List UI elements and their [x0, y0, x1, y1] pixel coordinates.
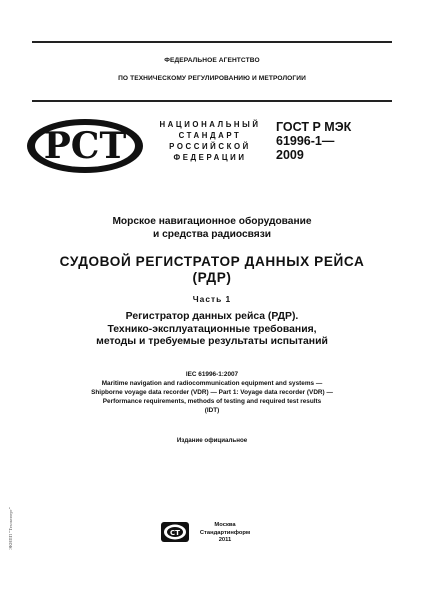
edition-note: Издание официальное — [176, 437, 248, 444]
svg-text:РСТ: РСТ — [43, 125, 127, 167]
publisher-year: 2011 — [218, 537, 232, 543]
standard-line-2: СТАНДАРТ — [178, 131, 242, 140]
standard-line-4: ФЕДЕРАЦИИ — [173, 153, 247, 162]
publisher-city: Москва — [214, 522, 236, 528]
iec-line-3: Performance requirements, methods of testing and required test results — [102, 398, 322, 405]
margin-watermark: ЭКНПП "Техэксперт" — [8, 507, 13, 550]
iec-code: IEC 61996-1:2007 — [185, 371, 239, 378]
general-title — [0, 215, 424, 241]
agency-name: ФЕДЕРАЛЬНОЕ АГЕНТСТВО — [164, 57, 260, 64]
publisher-info — [196, 522, 254, 545]
general-title-line-1: Морское навигационное оборудование — [112, 216, 312, 227]
divider-rule — [32, 100, 392, 102]
subtitle-line-2: Технико-эксплуатационные требования, — [107, 323, 317, 335]
designation-line-3: 2009 — [276, 148, 304, 162]
standard-designation — [276, 120, 386, 162]
designation-line-2: 61996-1— — [276, 134, 335, 148]
main-title-line-1: СУДОВОЙ РЕГИСТРАТОР ДАННЫХ РЕЙСА — [59, 254, 365, 269]
top-rule — [32, 41, 392, 43]
iec-reference — [0, 370, 424, 415]
standard-line-1: НАЦИОНАЛЬНЫЙ — [159, 120, 261, 129]
main-title-line-2: (РДР) — [192, 270, 232, 285]
publisher-logo-icon — [160, 521, 190, 543]
part-number: Часть 1 — [192, 294, 232, 304]
agency-subtitle: ПО ТЕХНИЧЕСКОМУ РЕГУЛИРОВАНИЮ И МЕТРОЛОГИИ — [118, 75, 306, 82]
main-title — [0, 254, 424, 286]
designation-line-1: ГОСТ Р МЭК — [276, 120, 352, 134]
standard-block — [152, 119, 268, 163]
iec-line-2: Shipborne voyage data recorder (VDR) — Part 1: Voyage data recorder (VDR) — — [91, 389, 333, 396]
iec-line-1: Maritime navigation and radiocommunication equipment and systems — — [101, 380, 323, 387]
svg-text:СТ: СТ — [170, 529, 180, 537]
subtitle — [0, 311, 424, 349]
iec-line-4: (IDT) — [204, 407, 220, 414]
standard-line-3: РОССИЙСКОЙ — [169, 142, 251, 151]
subtitle-line-3: методы и требуемые результаты испытаний — [96, 336, 328, 347]
publisher-name: Стандартинформ — [199, 529, 251, 536]
subtitle-line-1: Регистратор данных рейса (РДР). — [125, 311, 299, 322]
general-title-line-2: и средства радиосвязи — [152, 229, 272, 240]
gost-r-emblem-icon — [24, 116, 146, 176]
